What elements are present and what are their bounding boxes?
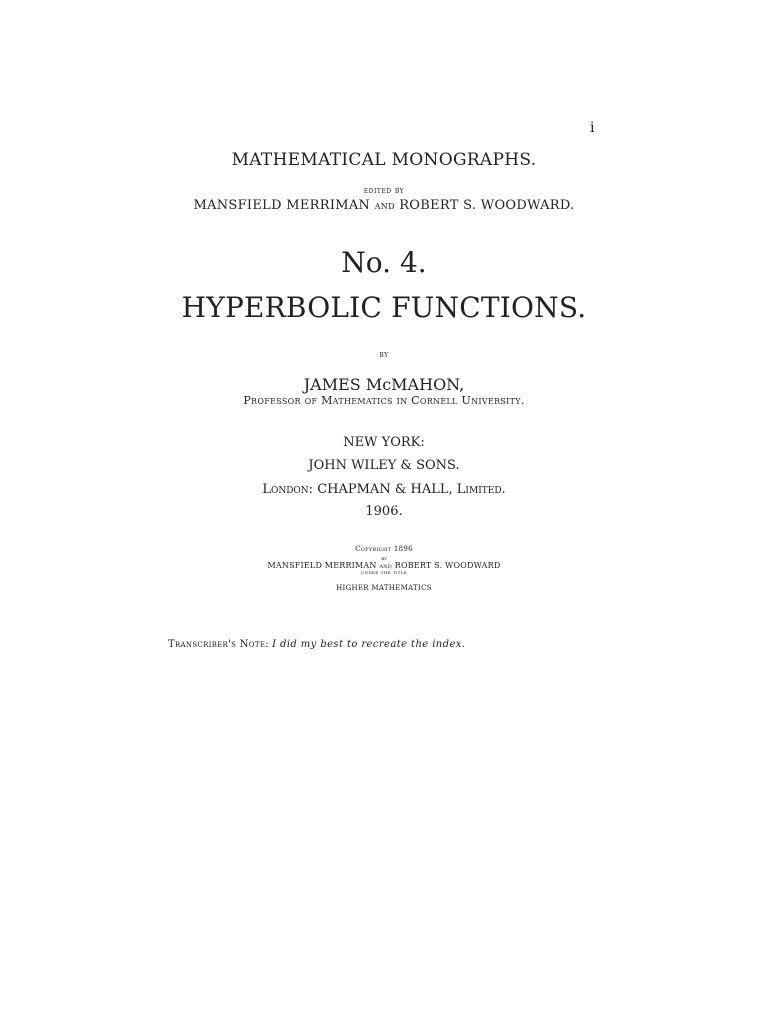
copyright-holder-2: ROBERT S. WOODWARD	[394, 561, 501, 570]
edited-by-label: edited by	[363, 186, 405, 196]
london-limited: Limited.	[456, 482, 506, 497]
author-name: JAMES McMAHON,	[303, 375, 465, 394]
copyright-holder-1: MANSFIELD MERRIMAN	[267, 561, 377, 570]
editors-and: and	[374, 198, 395, 212]
under-the-title: under the title	[361, 569, 407, 576]
former-title: HIGHER MATHEMATICS	[336, 584, 432, 592]
page-number: i	[590, 120, 595, 136]
monograph-number: No. 4.	[341, 246, 427, 279]
publication-year: 1906.	[365, 504, 403, 519]
book-title: HYPERBOLIC FUNCTIONS.	[181, 291, 587, 324]
copyright-line: Copyright 1896	[355, 545, 413, 553]
copyright-and: and	[379, 562, 392, 570]
editors-line	[0, 198, 768, 213]
transcriber-note-label: Transcriber's Note:	[168, 639, 269, 650]
publisher-city: NEW YORK:	[343, 435, 425, 450]
author-affiliation: Professor of Mathematics in Cornell University.	[243, 394, 525, 407]
transcriber-note	[168, 639, 465, 650]
editor-name-2: ROBERT S. WOODWARD.	[399, 198, 575, 213]
series-title: MATHEMATICAL MONOGRAPHS.	[231, 150, 537, 170]
london-publisher-line	[0, 482, 768, 497]
london-publisher-name: CHAPMAN & HALL,	[317, 482, 453, 497]
copyright-by: by	[381, 555, 387, 562]
transcriber-note-text: I did my best to recreate the index.	[272, 639, 466, 650]
publisher-name: JOHN WILEY & SONS.	[308, 458, 460, 473]
by-label: by	[379, 350, 389, 360]
editor-name-1: MANSFIELD MERRIMAN	[193, 198, 371, 213]
london-label: London:	[262, 482, 314, 497]
